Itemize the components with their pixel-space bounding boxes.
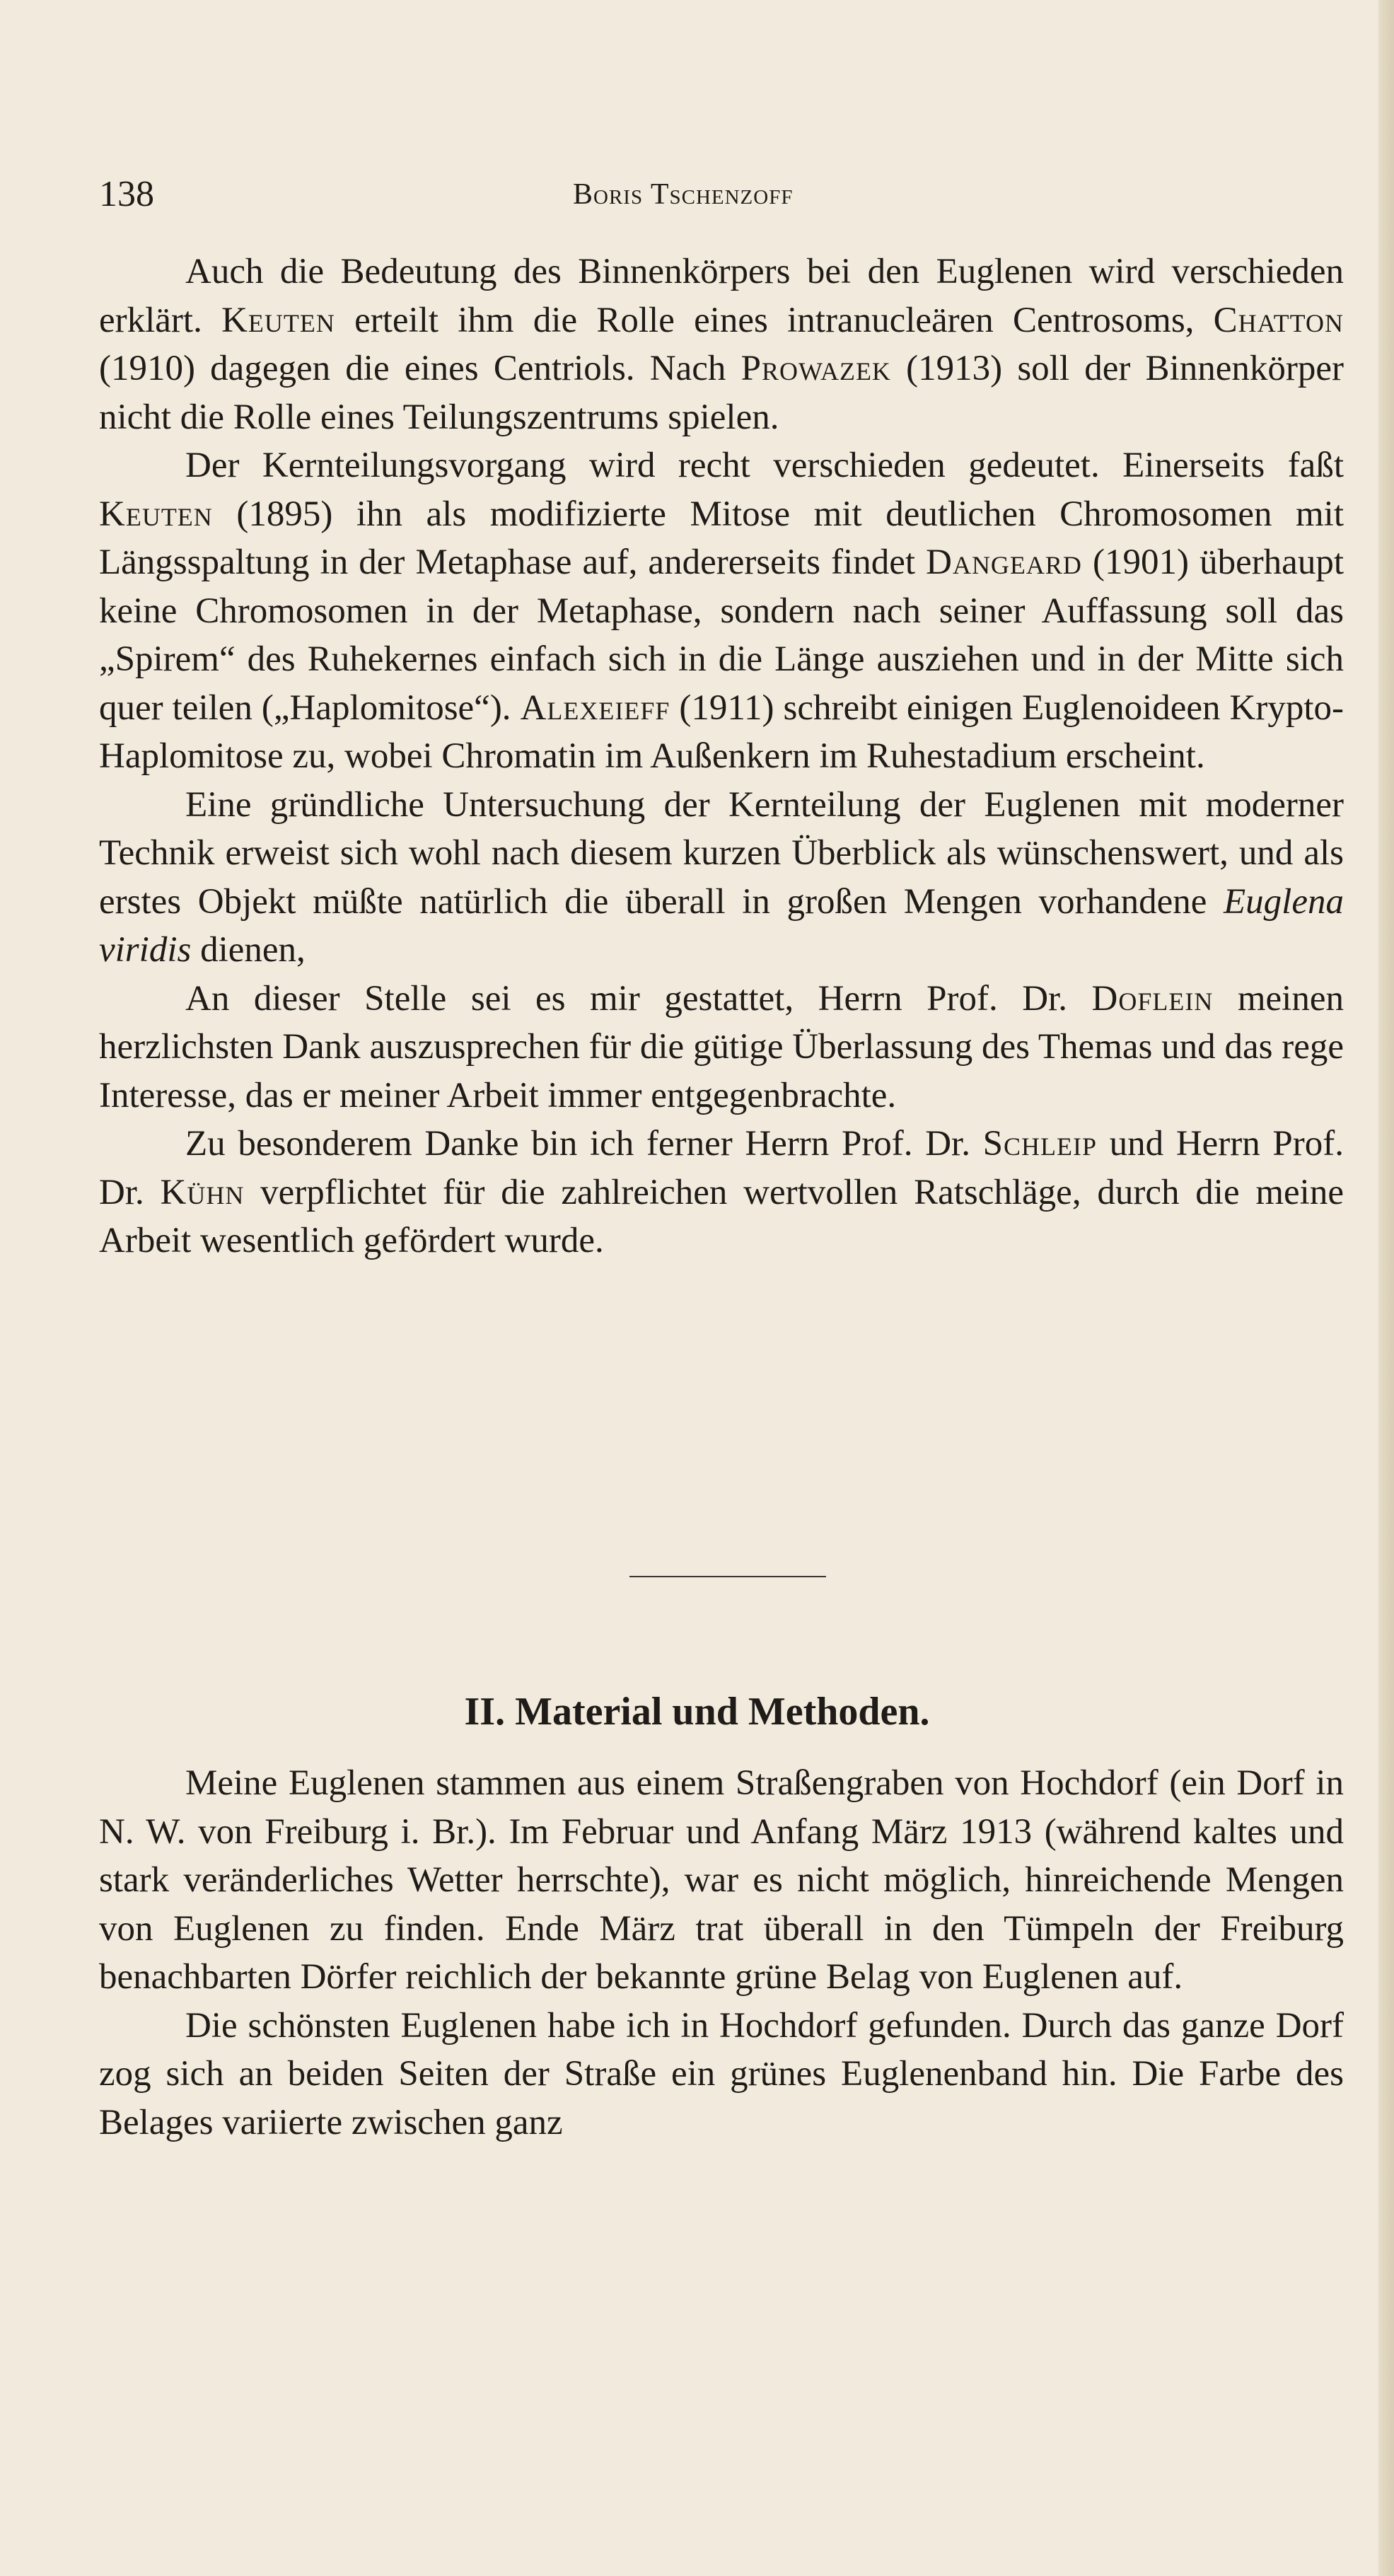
page-edge-shadow: [1378, 0, 1394, 2576]
section-heading: II. Material und Methoden.: [464, 1690, 930, 1734]
paragraph-untersuchung: [99, 781, 1344, 975]
paragraph-dank-schleip-kuehn: [99, 1120, 1344, 1265]
introduction-text: [99, 248, 1344, 1265]
paragraph-herkunft: Meine Euglenen stammen aus einem Straßengraben von Hochdorf (ein Dorf in N. W. von Freiburg i. Br.). Im Februar und Anfang März 1913 (während kaltes und stark veränderliches Wetter herrschte), war es nicht möglich, hinreichende Mengen von Euglenen zu finden. Ende März trat überall in den Tümpeln der Freiburg benachbarten Dörfer reichlich der bekannte grüne Belag von Euglenen auf.: [99, 1763, 1344, 1997]
author-name: Keuten: [221, 300, 335, 340]
running-head: Boris Tschenzoff: [573, 178, 794, 211]
paragraph-binnenkoerper: [99, 248, 1344, 441]
author-name: Schleip: [982, 1124, 1097, 1164]
text-run: Auch die Bedeutung des Binnenkörpers bei den Euglenen wird verschieden erklärt.: [99, 252, 1344, 340]
text-run: erteilt ihm die Rolle eines intranucleären Centrosoms,: [335, 300, 1214, 340]
section-divider: [629, 1576, 826, 1577]
text-run: verpflichtet für die zahlreichen wertvollen Ratschläge, durch die meine Arbeit wesentlich gefördert wurde.: [99, 1172, 1344, 1260]
author-name: Dangeard: [926, 543, 1082, 582]
author-name: Chatton: [1213, 300, 1344, 340]
paragraph-dank-doflein: [99, 975, 1344, 1120]
text-run: dienen,: [191, 930, 306, 970]
page-header: [99, 170, 1344, 219]
text-run: und Herrn Prof. Dr.: [99, 1124, 1344, 1212]
page-number: 138: [99, 174, 154, 214]
paragraph-kernteilung: [99, 441, 1344, 781]
text-run: (1910) dagegen die eines Centriols. Nach: [99, 349, 741, 388]
author-name: Prowazek: [740, 349, 891, 388]
text-run: meinen herzlichsten Dank auszusprechen für die gütige Überlassung des Themas und das rege Interesse, das er meiner Arbeit immer entgegenbrachte.: [99, 978, 1344, 1115]
text-run: (1895) ihn als modifizierte Mitose mit deutlichen Chromosomen mit Längsspaltung in der Metaphase auf, andererseits findet: [99, 494, 1344, 582]
author-name: Keuten: [99, 494, 213, 534]
text-run: (1901) überhaupt keine Chromosomen in der Metaphase, sondern nach seiner Auffassung soll das „Spirem“ des Ruhekernes einfach sich in die Länge ausziehen und in der Mitte sich quer teilen („Haplomitose“).: [99, 543, 1344, 728]
species-name: Euglena viridis: [99, 881, 1344, 970]
text-run: Eine gründliche Untersuchung der Kernteilung der Euglenen mit moderner Technik erweist sich wohl nach diesem kurzen Überblick als wünschenswert, und als erstes Objekt müßte natürlich die überall in großen Mengen vorhandene: [99, 784, 1344, 922]
text-run: Zu besonderem Danke bin ich ferner Herrn Prof. Dr.: [185, 1124, 983, 1164]
paragraph-hochdorf: Die schönsten Euglenen habe ich in Hochdorf gefunden. Durch das ganze Dorf zog sich an beiden Seiten der Straße ein grünes Euglenenband hin. Die Farbe des Belages variierte zwischen ganz: [99, 2005, 1344, 2142]
author-name: Doflein: [1091, 978, 1214, 1019]
author-name: Kühn: [160, 1172, 245, 1212]
text-run: Der Kernteilungsvorgang wird recht verschieden gedeutet. Einerseits faßt: [185, 446, 1344, 485]
text-run: An dieser Stelle sei es mir gestattet, Herrn Prof. Dr.: [185, 978, 1092, 1019]
text-run: (1911) schreibt einigen Euglenoideen Krypto-Haplomitose zu, wobei Chromatin im Außenkern im Ruhestadium erscheint.: [99, 687, 1344, 776]
section-text: [99, 1759, 1344, 2147]
author-name: Alexeieff: [520, 687, 670, 728]
text-run: (1913) soll der Binnenkörper nicht die Rolle eines Teilungszentrums spielen.: [99, 349, 1344, 437]
